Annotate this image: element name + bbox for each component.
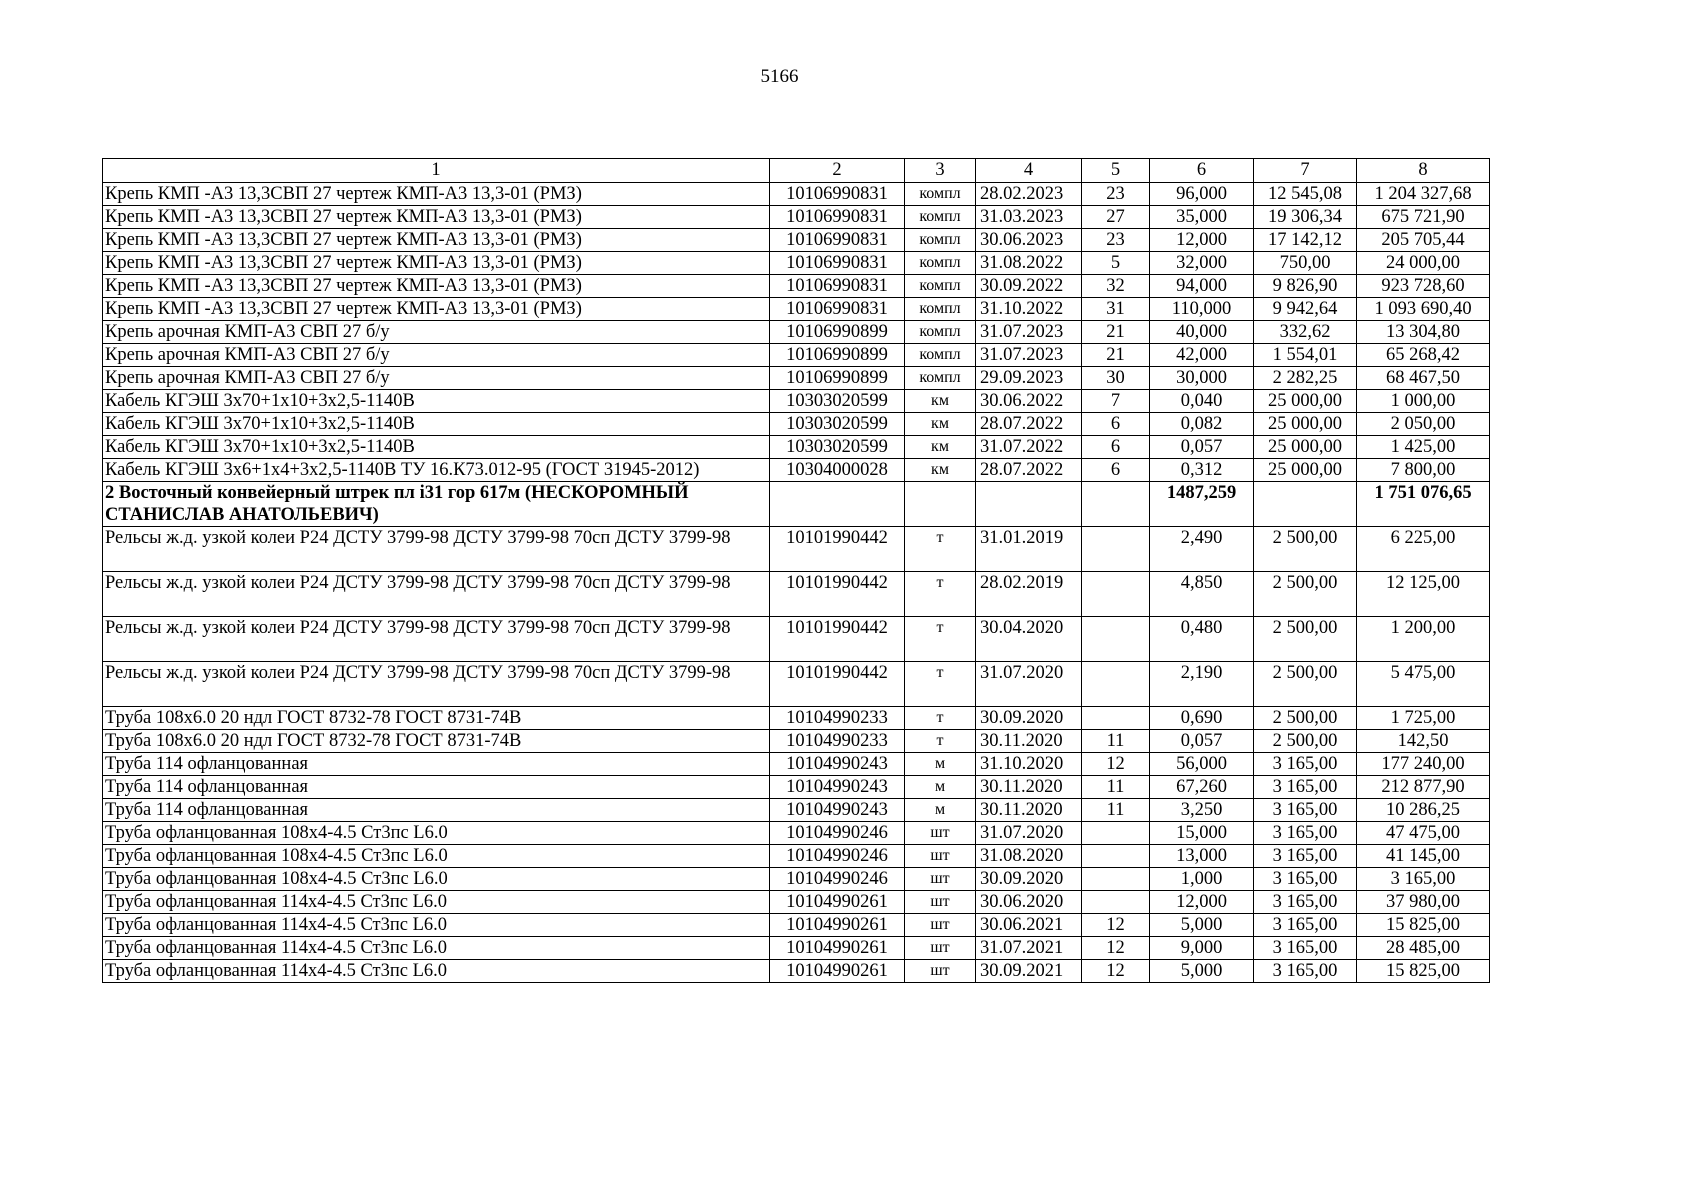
date-cell: 31.07.2023: [976, 321, 1082, 344]
column-header: 1: [103, 159, 770, 183]
table-row: [103, 390, 1490, 413]
date-cell: 30.06.2023: [976, 229, 1082, 252]
table-header-row: [103, 159, 1490, 183]
item-name-cell: Труба офланцованная 108х4-4.5 Ст3пс L6.0: [103, 868, 770, 891]
price-cell: 1 554,01: [1254, 344, 1357, 367]
table-row: [103, 459, 1490, 482]
quantity-cell: 1487,259: [1150, 482, 1254, 527]
unit-cell: км: [905, 413, 976, 436]
sum-cell: 68 467,50: [1357, 367, 1490, 390]
item-code-cell: 10303020599: [770, 436, 905, 459]
quantity-cell: 2,190: [1150, 662, 1254, 707]
unit-cell: км: [905, 459, 976, 482]
sum-cell: 1 425,00: [1357, 436, 1490, 459]
sum-cell: 3 165,00: [1357, 868, 1490, 891]
price-cell: 3 165,00: [1254, 960, 1357, 983]
quantity-cell: 5,000: [1150, 914, 1254, 937]
date-cell: 31.07.2022: [976, 436, 1082, 459]
item-code-cell: 10106990831: [770, 229, 905, 252]
column-5-cell: 11: [1082, 730, 1150, 753]
quantity-cell: 0,480: [1150, 617, 1254, 662]
unit-cell: шт: [905, 937, 976, 960]
date-cell: 31.08.2022: [976, 252, 1082, 275]
item-name-cell: Крепь арочная КМП-А3 СВП 27 б/у: [103, 367, 770, 390]
item-code-cell: 10303020599: [770, 390, 905, 413]
quantity-cell: 56,000: [1150, 753, 1254, 776]
item-code-cell: 10104990243: [770, 753, 905, 776]
column-header: 5: [1082, 159, 1150, 183]
item-code-cell: 10106990899: [770, 344, 905, 367]
table-row: [103, 937, 1490, 960]
quantity-cell: 30,000: [1150, 367, 1254, 390]
column-5-cell: 11: [1082, 776, 1150, 799]
item-code-cell: 10104990261: [770, 891, 905, 914]
item-name-cell: Труба офланцованная 114х4-4.5 Ст3пс L6.0: [103, 960, 770, 983]
item-code-cell: 10303020599: [770, 413, 905, 436]
table-row: [103, 229, 1490, 252]
price-cell: 9 942,64: [1254, 298, 1357, 321]
item-name-cell: Рельсы ж.д. узкой колеи Р24 ДСТУ 3799-98 ДСТУ 3799-98 70сп ДСТУ 3799-98: [103, 662, 770, 707]
column-5-cell: [1082, 662, 1150, 707]
quantity-cell: 35,000: [1150, 206, 1254, 229]
price-cell: 3 165,00: [1254, 799, 1357, 822]
unit-cell: м: [905, 776, 976, 799]
table-row: [103, 183, 1490, 206]
column-5-cell: 32: [1082, 275, 1150, 298]
quantity-cell: 12,000: [1150, 229, 1254, 252]
sum-cell: 12 125,00: [1357, 572, 1490, 617]
column-header: 3: [905, 159, 976, 183]
unit-cell: шт: [905, 891, 976, 914]
date-cell: 31.07.2023: [976, 344, 1082, 367]
item-code-cell: 10104990261: [770, 937, 905, 960]
item-name-cell: Крепь КМП -А3 13,3СВП 27 чертеж КМП-А3 13,3-01 (РМЗ): [103, 183, 770, 206]
column-5-cell: [1082, 822, 1150, 845]
unit-cell: компл: [905, 321, 976, 344]
item-code-cell: 10104990233: [770, 730, 905, 753]
item-code-cell: 10104990261: [770, 914, 905, 937]
item-code-cell: 10104990246: [770, 868, 905, 891]
column-5-cell: 21: [1082, 321, 1150, 344]
price-cell: 25 000,00: [1254, 390, 1357, 413]
item-code-cell: 10106990899: [770, 321, 905, 344]
column-header: 2: [770, 159, 905, 183]
table-row: [103, 344, 1490, 367]
column-5-cell: 12: [1082, 960, 1150, 983]
column-5-cell: 11: [1082, 799, 1150, 822]
item-code-cell: 10104990243: [770, 776, 905, 799]
item-code-cell: 10106990831: [770, 252, 905, 275]
quantity-cell: 2,490: [1150, 527, 1254, 572]
table-row: [103, 527, 1490, 572]
unit-cell: шт: [905, 960, 976, 983]
item-name-cell: Крепь КМП -А3 13,3СВП 27 чертеж КМП-А3 13,3-01 (РМЗ): [103, 206, 770, 229]
table-row: [103, 753, 1490, 776]
quantity-cell: 5,000: [1150, 960, 1254, 983]
sum-cell: 5 475,00: [1357, 662, 1490, 707]
date-cell: 30.09.2020: [976, 868, 1082, 891]
item-name-cell: Крепь арочная КМП-А3 СВП 27 б/у: [103, 321, 770, 344]
column-5-cell: 31: [1082, 298, 1150, 321]
item-code-cell: 10104990243: [770, 799, 905, 822]
column-5-cell: 30: [1082, 367, 1150, 390]
date-cell: 31.10.2022: [976, 298, 1082, 321]
table-row: [103, 730, 1490, 753]
date-cell: 31.01.2019: [976, 527, 1082, 572]
date-cell: 30.09.2020: [976, 707, 1082, 730]
item-name-cell: Труба 108х6.0 20 ндл ГОСТ 8732-78 ГОСТ 8731-74В: [103, 707, 770, 730]
sum-cell: 142,50: [1357, 730, 1490, 753]
sum-cell: 7 800,00: [1357, 459, 1490, 482]
item-name-cell: 2 Восточный конвейерный штрек пл i31 гор 617м (НЕСКОРОМНЫЙ СТАНИСЛАВ АНАТОЛЬЕВИЧ): [103, 482, 770, 527]
column-5-cell: [1082, 868, 1150, 891]
sum-cell: 28 485,00: [1357, 937, 1490, 960]
price-cell: 3 165,00: [1254, 868, 1357, 891]
sum-cell: 6 225,00: [1357, 527, 1490, 572]
date-cell: 28.02.2019: [976, 572, 1082, 617]
date-cell: 31.07.2020: [976, 822, 1082, 845]
column-5-cell: 6: [1082, 413, 1150, 436]
unit-cell: компл: [905, 229, 976, 252]
date-cell: 30.11.2020: [976, 776, 1082, 799]
quantity-cell: 32,000: [1150, 252, 1254, 275]
unit-cell: шт: [905, 822, 976, 845]
sum-cell: 24 000,00: [1357, 252, 1490, 275]
item-code-cell: 10101990442: [770, 527, 905, 572]
table-row: [103, 822, 1490, 845]
column-5-cell: 12: [1082, 753, 1150, 776]
column-5-cell: [1082, 617, 1150, 662]
sum-cell: 15 825,00: [1357, 914, 1490, 937]
item-name-cell: Крепь КМП -А3 13,3СВП 27 чертеж КМП-А3 13,3-01 (РМЗ): [103, 229, 770, 252]
column-5-cell: 27: [1082, 206, 1150, 229]
item-code-cell: 10106990831: [770, 183, 905, 206]
column-5-cell: 23: [1082, 183, 1150, 206]
date-cell: 30.11.2020: [976, 730, 1082, 753]
sum-cell: 1 200,00: [1357, 617, 1490, 662]
item-name-cell: Труба 108х6.0 20 ндл ГОСТ 8732-78 ГОСТ 8731-74В: [103, 730, 770, 753]
price-cell: 2 500,00: [1254, 572, 1357, 617]
sum-cell: 15 825,00: [1357, 960, 1490, 983]
sum-cell: 212 877,90: [1357, 776, 1490, 799]
unit-cell: компл: [905, 206, 976, 229]
sum-cell: 65 268,42: [1357, 344, 1490, 367]
item-code-cell: 10104990246: [770, 822, 905, 845]
column-header: 8: [1357, 159, 1490, 183]
quantity-cell: 15,000: [1150, 822, 1254, 845]
table-row: [103, 275, 1490, 298]
item-name-cell: Рельсы ж.д. узкой колеи Р24 ДСТУ 3799-98 ДСТУ 3799-98 70сп ДСТУ 3799-98: [103, 527, 770, 572]
unit-cell: компл: [905, 183, 976, 206]
item-name-cell: Крепь КМП -А3 13,3СВП 27 чертеж КМП-А3 13,3-01 (РМЗ): [103, 275, 770, 298]
column-5-cell: [1082, 572, 1150, 617]
item-name-cell: Труба 114 офланцованная: [103, 753, 770, 776]
table-row: [103, 868, 1490, 891]
table-row: [103, 252, 1490, 275]
date-cell: 31.07.2020: [976, 662, 1082, 707]
quantity-cell: 42,000: [1150, 344, 1254, 367]
sum-cell: 13 304,80: [1357, 321, 1490, 344]
item-name-cell: Рельсы ж.д. узкой колеи Р24 ДСТУ 3799-98 ДСТУ 3799-98 70сп ДСТУ 3799-98: [103, 572, 770, 617]
quantity-cell: 12,000: [1150, 891, 1254, 914]
quantity-cell: 40,000: [1150, 321, 1254, 344]
date-cell: 30.09.2022: [976, 275, 1082, 298]
column-header: 4: [976, 159, 1082, 183]
table-row: [103, 799, 1490, 822]
page-number: 5166: [760, 66, 799, 87]
unit-cell: шт: [905, 868, 976, 891]
item-name-cell: Крепь арочная КМП-А3 СВП 27 б/у: [103, 344, 770, 367]
sum-cell: 1 725,00: [1357, 707, 1490, 730]
quantity-cell: 0,040: [1150, 390, 1254, 413]
price-cell: 25 000,00: [1254, 436, 1357, 459]
table-row: [103, 776, 1490, 799]
date-cell: 30.11.2020: [976, 799, 1082, 822]
item-name-cell: Кабель КГЭШ 3х70+1х10+3х2,5-1140В: [103, 390, 770, 413]
item-name-cell: Труба 114 офланцованная: [103, 776, 770, 799]
price-cell: 3 165,00: [1254, 891, 1357, 914]
price-cell: 332,62: [1254, 321, 1357, 344]
item-name-cell: Кабель КГЭШ 3х6+1х4+3х2,5-1140В ТУ 16.К73.012-95 (ГОСТ 31945-2012): [103, 459, 770, 482]
price-cell: 2 500,00: [1254, 730, 1357, 753]
quantity-cell: 9,000: [1150, 937, 1254, 960]
item-code-cell: [770, 482, 905, 527]
sum-cell: 1 204 327,68: [1357, 183, 1490, 206]
quantity-cell: 0,082: [1150, 413, 1254, 436]
item-code-cell: 10304000028: [770, 459, 905, 482]
item-name-cell: Кабель КГЭШ 3х70+1х10+3х2,5-1140В: [103, 436, 770, 459]
unit-cell: т: [905, 730, 976, 753]
item-code-cell: 10101990442: [770, 617, 905, 662]
price-cell: 12 545,08: [1254, 183, 1357, 206]
price-cell: 2 282,25: [1254, 367, 1357, 390]
column-5-cell: [1082, 482, 1150, 527]
price-cell: 2 500,00: [1254, 662, 1357, 707]
column-header: 7: [1254, 159, 1357, 183]
quantity-cell: 96,000: [1150, 183, 1254, 206]
table-row: [103, 707, 1490, 730]
unit-cell: т: [905, 527, 976, 572]
item-name-cell: Труба офланцованная 114х4-4.5 Ст3пс L6.0: [103, 937, 770, 960]
date-cell: 29.09.2023: [976, 367, 1082, 390]
item-code-cell: 10106990831: [770, 298, 905, 321]
date-cell: 30.06.2022: [976, 390, 1082, 413]
column-5-cell: 12: [1082, 914, 1150, 937]
price-cell: 25 000,00: [1254, 459, 1357, 482]
sum-cell: 177 240,00: [1357, 753, 1490, 776]
quantity-cell: 0,312: [1150, 459, 1254, 482]
unit-cell: компл: [905, 252, 976, 275]
column-5-cell: 12: [1082, 937, 1150, 960]
price-cell: 25 000,00: [1254, 413, 1357, 436]
price-cell: 2 500,00: [1254, 617, 1357, 662]
price-cell: 3 165,00: [1254, 845, 1357, 868]
sum-cell: 205 705,44: [1357, 229, 1490, 252]
quantity-cell: 3,250: [1150, 799, 1254, 822]
sum-cell: 2 050,00: [1357, 413, 1490, 436]
item-name-cell: Труба офланцованная 114х4-4.5 Ст3пс L6.0: [103, 914, 770, 937]
inventory-table: [102, 158, 1490, 983]
price-cell: 17 142,12: [1254, 229, 1357, 252]
sum-cell: 41 145,00: [1357, 845, 1490, 868]
date-cell: 31.03.2023: [976, 206, 1082, 229]
table-row: [103, 617, 1490, 662]
price-cell: 3 165,00: [1254, 914, 1357, 937]
table-row: [103, 662, 1490, 707]
column-5-cell: 21: [1082, 344, 1150, 367]
column-5-cell: [1082, 891, 1150, 914]
item-code-cell: 10106990899: [770, 367, 905, 390]
unit-cell: [905, 482, 976, 527]
unit-cell: т: [905, 707, 976, 730]
quantity-cell: 4,850: [1150, 572, 1254, 617]
column-5-cell: 6: [1082, 459, 1150, 482]
table-row: [103, 845, 1490, 868]
quantity-cell: 1,000: [1150, 868, 1254, 891]
unit-cell: т: [905, 617, 976, 662]
table-body: [103, 159, 1490, 983]
date-cell: 28.07.2022: [976, 459, 1082, 482]
date-cell: 28.07.2022: [976, 413, 1082, 436]
date-cell: 28.02.2023: [976, 183, 1082, 206]
column-5-cell: 6: [1082, 436, 1150, 459]
column-5-cell: [1082, 845, 1150, 868]
date-cell: 31.10.2020: [976, 753, 1082, 776]
item-name-cell: Рельсы ж.д. узкой колеи Р24 ДСТУ 3799-98 ДСТУ 3799-98 70сп ДСТУ 3799-98: [103, 617, 770, 662]
item-code-cell: 10104990246: [770, 845, 905, 868]
date-cell: 30.04.2020: [976, 617, 1082, 662]
item-code-cell: 10101990442: [770, 572, 905, 617]
unit-cell: км: [905, 436, 976, 459]
date-cell: 30.09.2021: [976, 960, 1082, 983]
column-5-cell: 23: [1082, 229, 1150, 252]
sum-cell: 923 728,60: [1357, 275, 1490, 298]
price-cell: 9 826,90: [1254, 275, 1357, 298]
sum-cell: 1 000,00: [1357, 390, 1490, 413]
column-5-cell: [1082, 707, 1150, 730]
price-cell: [1254, 482, 1357, 527]
price-cell: 3 165,00: [1254, 753, 1357, 776]
table-row: [103, 367, 1490, 390]
item-name-cell: Крепь КМП -А3 13,3СВП 27 чертеж КМП-А3 13,3-01 (РМЗ): [103, 298, 770, 321]
quantity-cell: 13,000: [1150, 845, 1254, 868]
quantity-cell: 0,690: [1150, 707, 1254, 730]
item-name-cell: Труба 114 офланцованная: [103, 799, 770, 822]
table-row: [103, 321, 1490, 344]
column-5-cell: 7: [1082, 390, 1150, 413]
item-code-cell: 10106990831: [770, 275, 905, 298]
price-cell: 3 165,00: [1254, 937, 1357, 960]
date-cell: 31.08.2020: [976, 845, 1082, 868]
unit-cell: т: [905, 662, 976, 707]
date-cell: 30.06.2020: [976, 891, 1082, 914]
column-5-cell: [1082, 527, 1150, 572]
date-cell: 30.06.2021: [976, 914, 1082, 937]
price-cell: 2 500,00: [1254, 527, 1357, 572]
item-code-cell: 10101990442: [770, 662, 905, 707]
unit-cell: м: [905, 753, 976, 776]
item-name-cell: Труба офланцованная 108х4-4.5 Ст3пс L6.0: [103, 845, 770, 868]
item-name-cell: Труба офланцованная 114х4-4.5 Ст3пс L6.0: [103, 891, 770, 914]
item-code-cell: 10106990831: [770, 206, 905, 229]
item-name-cell: Труба офланцованная 108х4-4.5 Ст3пс L6.0: [103, 822, 770, 845]
unit-cell: компл: [905, 367, 976, 390]
item-name-cell: Крепь КМП -А3 13,3СВП 27 чертеж КМП-А3 13,3-01 (РМЗ): [103, 252, 770, 275]
quantity-cell: 0,057: [1150, 436, 1254, 459]
quantity-cell: 67,260: [1150, 776, 1254, 799]
unit-cell: т: [905, 572, 976, 617]
quantity-cell: 94,000: [1150, 275, 1254, 298]
table-row: [103, 891, 1490, 914]
unit-cell: компл: [905, 298, 976, 321]
unit-cell: м: [905, 799, 976, 822]
sum-cell: 47 475,00: [1357, 822, 1490, 845]
sum-cell: 37 980,00: [1357, 891, 1490, 914]
column-header: 6: [1150, 159, 1254, 183]
item-code-cell: 10104990233: [770, 707, 905, 730]
table-row: [103, 206, 1490, 229]
unit-cell: шт: [905, 914, 976, 937]
table-row: [103, 436, 1490, 459]
date-cell: 31.07.2021: [976, 937, 1082, 960]
item-code-cell: 10104990261: [770, 960, 905, 983]
table-row: [103, 960, 1490, 983]
unit-cell: компл: [905, 344, 976, 367]
section-header-row: [103, 482, 1490, 527]
unit-cell: компл: [905, 275, 976, 298]
price-cell: 19 306,34: [1254, 206, 1357, 229]
table-row: [103, 572, 1490, 617]
quantity-cell: 110,000: [1150, 298, 1254, 321]
table-row: [103, 298, 1490, 321]
sum-cell: 675 721,90: [1357, 206, 1490, 229]
price-cell: 3 165,00: [1254, 822, 1357, 845]
column-5-cell: 5: [1082, 252, 1150, 275]
item-name-cell: Кабель КГЭШ 3х70+1х10+3х2,5-1140В: [103, 413, 770, 436]
table-row: [103, 413, 1490, 436]
price-cell: 750,00: [1254, 252, 1357, 275]
sum-cell: 1 751 076,65: [1357, 482, 1490, 527]
price-cell: 2 500,00: [1254, 707, 1357, 730]
date-cell: [976, 482, 1082, 527]
table-row: [103, 914, 1490, 937]
unit-cell: шт: [905, 845, 976, 868]
price-cell: 3 165,00: [1254, 776, 1357, 799]
quantity-cell: 0,057: [1150, 730, 1254, 753]
sum-cell: 1 093 690,40: [1357, 298, 1490, 321]
sum-cell: 10 286,25: [1357, 799, 1490, 822]
unit-cell: км: [905, 390, 976, 413]
